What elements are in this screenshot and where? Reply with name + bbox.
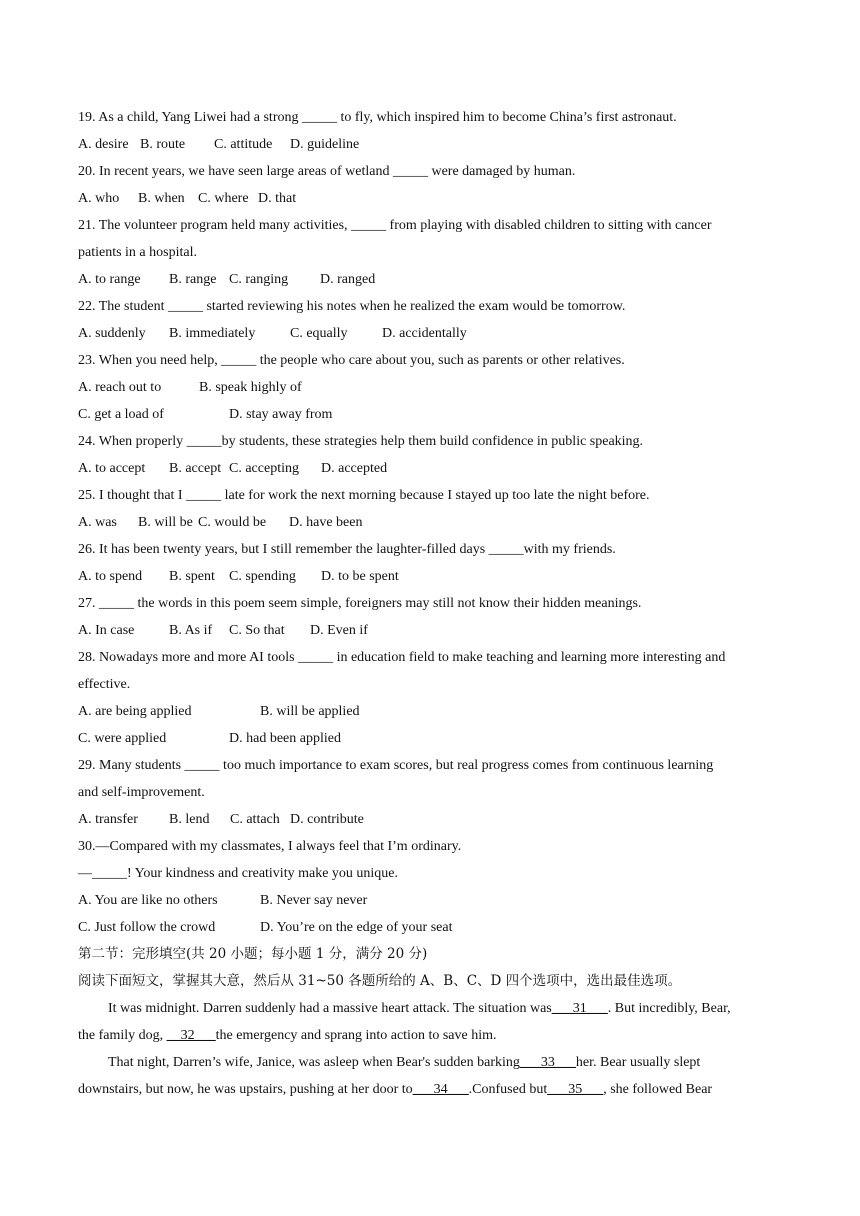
exam-page bbox=[78, 104, 798, 1103]
question-21-options bbox=[78, 266, 798, 293]
option-d: D. ranged bbox=[320, 272, 376, 287]
option-d: D. had been applied bbox=[229, 731, 341, 746]
passage-line bbox=[78, 1076, 798, 1103]
question-23-options-row2 bbox=[78, 401, 798, 428]
option-d: D. Even if bbox=[310, 623, 368, 638]
option-a: A. who bbox=[78, 191, 120, 206]
passage-line bbox=[78, 1022, 798, 1049]
option-d: D. accepted bbox=[321, 461, 388, 476]
question-24-stem: 24. When properly _____by students, these strategies help them build confidence in public speaking. bbox=[78, 434, 644, 449]
passage-text: , she followed Bear bbox=[603, 1082, 713, 1097]
blank-31: ___31___ bbox=[551, 1001, 608, 1016]
option-b: B. range bbox=[169, 272, 217, 287]
question-28-options-row2 bbox=[78, 725, 798, 752]
question-29-options bbox=[78, 806, 798, 833]
option-b: B. As if bbox=[169, 623, 213, 638]
passage-text: her. Bear usually slept bbox=[575, 1055, 701, 1070]
question-22-options bbox=[78, 320, 798, 347]
question-29-stem: 29. Many students _____ too much importance to exam scores, but real progress comes from continuous learning bbox=[78, 758, 714, 773]
question-20-stem: 20. In recent years, we have seen large areas of wetland _____ were damaged by human. bbox=[78, 164, 576, 179]
option-c: C. were applied bbox=[78, 731, 167, 746]
passage-text: .Confused but bbox=[468, 1082, 548, 1097]
option-c: C. accepting bbox=[229, 461, 299, 476]
passage-text: the family dog, bbox=[78, 1028, 167, 1043]
question-28-stem: 28. Nowadays more and more AI tools _____ in education field to make teaching and learning more interesting and bbox=[78, 650, 726, 665]
option-b: B. route bbox=[140, 137, 186, 152]
option-b: B. when bbox=[138, 191, 185, 206]
option-d: D. to be spent bbox=[321, 569, 399, 584]
passage-text: . But incredibly, Bear, bbox=[607, 1001, 731, 1016]
option-d: D. have been bbox=[289, 515, 363, 530]
option-c: C. ranging bbox=[229, 272, 289, 287]
question-27-options bbox=[78, 617, 798, 644]
question-30-response: —_____! Your kindness and creativity make you unique. bbox=[78, 866, 399, 881]
option-d: D. that bbox=[258, 191, 297, 206]
blank-35: ___35___ bbox=[547, 1082, 604, 1097]
section-instruction: 阅读下面短文，掌握其大意，然后从 31~50 各题所给的 A、B、C、D 四个选项中，选出最佳选项。 bbox=[78, 973, 682, 989]
question-28-stem-continued: effective. bbox=[78, 677, 131, 692]
passage-line bbox=[78, 1049, 798, 1076]
option-b: B. immediately bbox=[169, 326, 256, 341]
option-d: D. contribute bbox=[290, 812, 364, 827]
option-a: A. In case bbox=[78, 623, 135, 638]
option-c: C. equally bbox=[290, 326, 348, 341]
option-a: A. to accept bbox=[78, 461, 146, 476]
option-d: D. guideline bbox=[290, 137, 360, 152]
passage-text: the emergency and sprang into action to save him. bbox=[215, 1028, 497, 1043]
option-c: C. Just follow the crowd bbox=[78, 920, 216, 935]
option-b: B. will be bbox=[138, 515, 193, 530]
option-c: C. spending bbox=[229, 569, 296, 584]
option-b: B. Never say never bbox=[260, 893, 368, 908]
question-21-stem: 21. The volunteer program held many activities, _____ from playing with disabled children to sitting with cancer bbox=[78, 218, 712, 233]
option-c: C. would be bbox=[198, 515, 267, 530]
question-26-stem: 26. It has been twenty years, but I still remember the laughter-filled days _____with my friends. bbox=[78, 542, 616, 557]
question-20-options bbox=[78, 185, 798, 212]
option-a: A. reach out to bbox=[78, 380, 162, 395]
option-b: B. accept bbox=[169, 461, 222, 476]
question-25-options bbox=[78, 509, 798, 536]
section-heading: 第二节：完形填空(共 20 小题；每小题 1 分，满分 20 分) bbox=[78, 946, 428, 962]
option-a: A. transfer bbox=[78, 812, 138, 827]
passage-line bbox=[78, 995, 798, 1022]
option-a: A. You are like no others bbox=[78, 893, 218, 908]
option-d: D. accidentally bbox=[382, 326, 467, 341]
passage-text: That night, Darren’s wife, Janice, was asleep when Bear's sudden barking bbox=[108, 1055, 520, 1070]
option-a: A. to spend bbox=[78, 569, 143, 584]
question-26-options bbox=[78, 563, 798, 590]
question-30-options-row1 bbox=[78, 887, 798, 914]
option-b: B. will be applied bbox=[260, 704, 360, 719]
option-a: A. are being applied bbox=[78, 704, 192, 719]
question-28-options-row1 bbox=[78, 698, 798, 725]
option-c: C. So that bbox=[229, 623, 285, 638]
question-19-options bbox=[78, 131, 798, 158]
question-23-options-row1 bbox=[78, 374, 798, 401]
question-19-stem: 19. As a child, Yang Liwei had a strong _____ to fly, which inspired him to become China’s first astronaut. bbox=[78, 110, 677, 125]
question-25-stem: 25. I thought that I _____ late for work the next morning because I stayed up too late the night before. bbox=[78, 488, 650, 503]
option-b: B. speak highly of bbox=[199, 380, 302, 395]
question-30-options-row2 bbox=[78, 914, 798, 941]
option-a: A. suddenly bbox=[78, 326, 146, 341]
question-24-options bbox=[78, 455, 798, 482]
blank-32: __32___ bbox=[166, 1028, 216, 1043]
option-a: A. to range bbox=[78, 272, 141, 287]
question-23-stem: 23. When you need help, _____ the people who care about you, such as parents or other relatives. bbox=[78, 353, 625, 368]
option-b: B. spent bbox=[169, 569, 215, 584]
blank-33: ___33___ bbox=[519, 1055, 576, 1070]
question-27-stem: 27. _____ the words in this poem seem simple, foreigners may still not know their hidden meanings. bbox=[78, 596, 642, 611]
option-d: D. stay away from bbox=[229, 407, 333, 422]
blank-34: ___34___ bbox=[412, 1082, 469, 1097]
passage-text: It was midnight. Darren suddenly had a massive heart attack. The situation was bbox=[108, 1001, 552, 1016]
option-c: C. attach bbox=[230, 812, 280, 827]
option-a: A. desire bbox=[78, 137, 129, 152]
option-a: A. was bbox=[78, 515, 117, 530]
question-29-stem-continued: and self-improvement. bbox=[78, 785, 205, 800]
question-22-stem: 22. The student _____ started reviewing his notes when he realized the exam would be tomorrow. bbox=[78, 299, 626, 314]
question-21-stem-continued: patients in a hospital. bbox=[78, 245, 197, 260]
option-c: C. get a load of bbox=[78, 407, 164, 422]
option-c: C. attitude bbox=[214, 137, 273, 152]
passage-text: downstairs, but now, he was upstairs, pushing at her door to bbox=[78, 1082, 413, 1097]
option-b: B. lend bbox=[169, 812, 210, 827]
question-30-stem: 30.—Compared with my classmates, I always feel that I’m ordinary. bbox=[78, 839, 462, 854]
option-d: D. You’re on the edge of your seat bbox=[260, 920, 453, 935]
option-c: C. where bbox=[198, 191, 249, 206]
